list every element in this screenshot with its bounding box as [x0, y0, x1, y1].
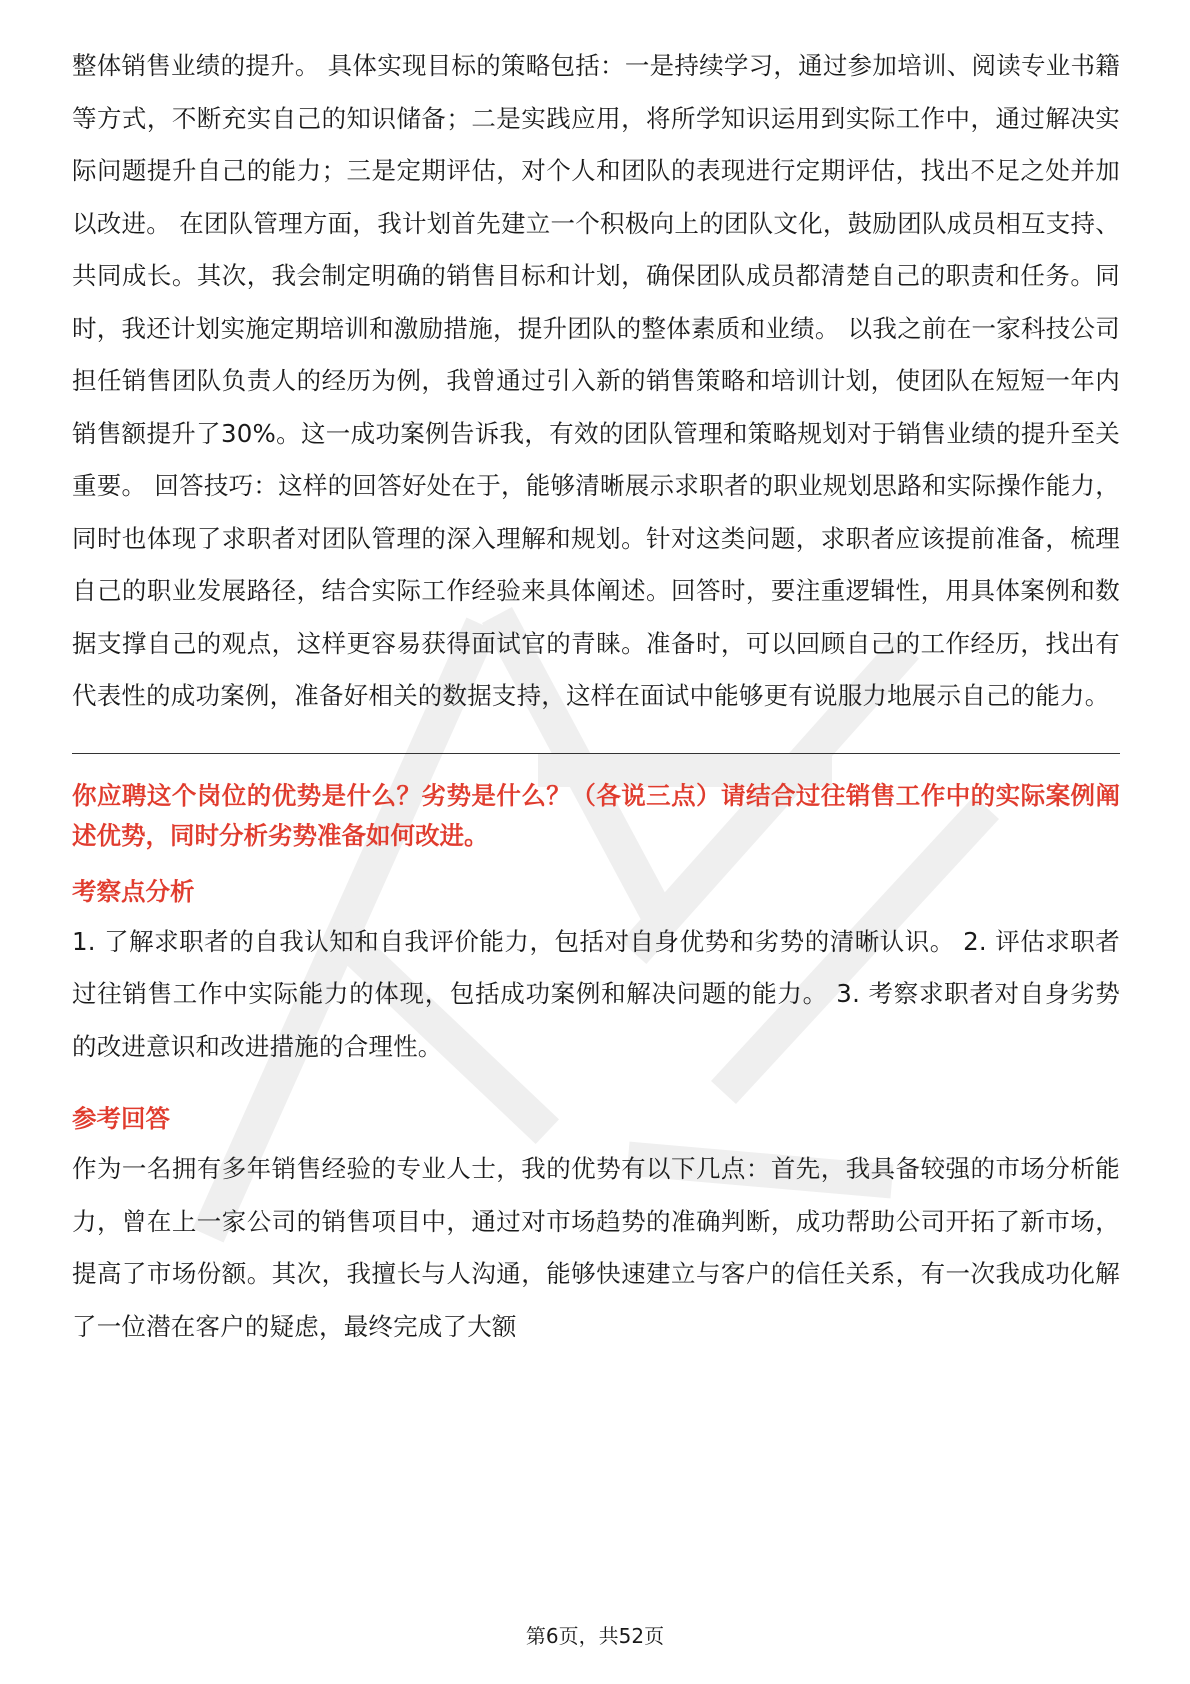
continuation-paragraph: 整体销售业绩的提升。 具体实现目标的策略包括：一是持续学习，通过参加培训、阅读专业书籍等方式，不断充实自己的知识储备；二是实践应用，将所学知识运用到实际工作中，通过解决实际问题提升自己的能力；三是定期评估，对个人和团队的表现进行定期评估，找出不足之处并加以改进。 在团队管理方面，我计划首先建立一个积极向上的团队文化，鼓励团队成员相互支持、共同成长。其次，我会制定明确的销售目标和计划，确保团队成员都清楚自己的职责和任务。同时，我还计划实施定期培训和激励措施，提升团队的整体素质和业绩。 以我之前在一家科技公司担任销售团队负责人的经历为例，我曾通过引入新的销售策略和培训计划，使团队在短短一年内销售额提升了30%。这一成功案例告诉我，有效的团队管理和策略规划对于销售业绩的提升至关重要。 回答技巧：这样的回答好处在于，能够清晰展示求职者的职业规划思路和实际操作能力，同时也体现了求职者对团队管理的深入理解和规划。针对这类问题，求职者应该提前准备，梳理自己的职业发展路径，结合实际工作经验来具体阐述。回答时，要注重逻辑性，用具体案例和数据支撑自己的观点，这样更容易获得面试官的青睐。准备时，可以回顾自己的工作经历，找出有代表性的成功案例，准备好相关的数据支持，这样在面试中能够更有说服力地展示自己的能力。 — [72, 51, 1120, 710]
answer-heading: 参考回答 — [72, 1104, 170, 1133]
page-number: 第6页，共52页 — [525, 1624, 665, 1648]
page-content — [72, 40, 1120, 1353]
answer-paragraph: 作为一名拥有多年销售经验的专业人士，我的优势有以下几点：首先，我具备较强的市场分析能力，曾在上一家公司的销售项目中，通过对市场趋势的准确判断，成功帮助公司开拓了新市场，提高了市场份额。其次，我擅长与人沟通，能够快速建立与客户的信任关系，有一次我成功化解了一位潜在客户的疑虑，最终完成了大额 — [72, 1154, 1120, 1341]
analysis-heading: 考察点分析 — [72, 876, 195, 906]
analysis-paragraph: 1. 了解求职者的自我认知和自我评价能力，包括对自身优势和劣势的清晰认识。 2. 评估求职者过往销售工作中实际能力的体现，包括成功案例和解决问题的能力。 3. 考察求职者对自身劣势的改进意识和改进措施的合理性。 — [72, 926, 1120, 1061]
interview-question: 你应聘这个岗位的优势是什么？劣势是什么？（各说三点）请结合过往销售工作中的实际案例阐述优势，同时分析劣势准备如何改进。 — [72, 780, 1120, 850]
section-divider — [72, 753, 1120, 754]
